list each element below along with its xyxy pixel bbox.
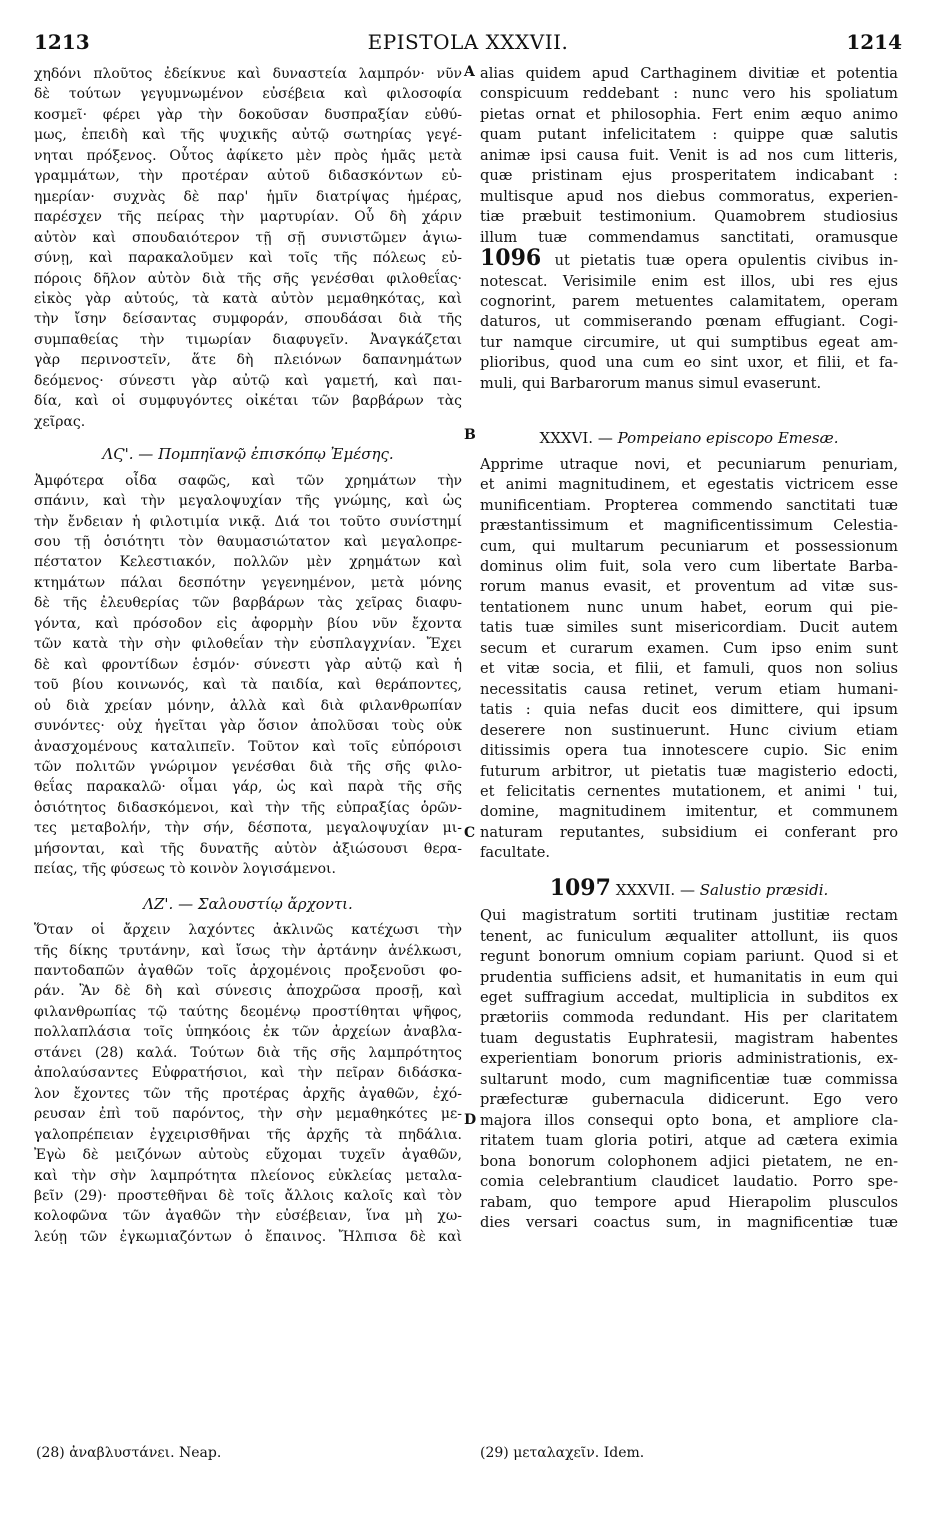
text-line: præfecturæ gubernacula didicerunt. Ego vero [480, 1091, 898, 1109]
latin-block-2 [480, 455, 898, 864]
footnote-29: (29) μεταλαχεῖν. Idem. [480, 1445, 645, 1461]
text-line: λον ἔχοντες τῶν τῆς προτέρας ἀρχῆς ἀγαθῶν, ἐχό- [34, 1085, 462, 1102]
text-line: prudentia sufficiens adsit, et humanitatis in eum qui [480, 968, 898, 986]
text-line: χηδόνι πλοῦτος ἐδείκνυε καὶ δυναστεία λαμπρόν· νῦν [34, 66, 462, 82]
text-line: Apprime utraque novi, et pecuniarum penuriam, [480, 455, 898, 473]
text-line: sultarunt modo, cum magnificentiæ tuæ commissa [480, 1070, 898, 1088]
text-line: domine, magnitudinem imitentur, et communem [480, 803, 898, 821]
text-line: Ὅταν οἱ ἄρχειν λαχόντες ἀκλινῶς κατέχωσι τὴν [34, 922, 462, 939]
text-line: secum et curarum examen. Cum ipso enim sunt [480, 639, 898, 657]
text-line: futurum arbitror, ut pietatis tuæ magisterio edocti, [480, 762, 898, 780]
text-line: cognorint, parem metuentes calamitatem, operam [480, 292, 898, 310]
text-line: στάνει (28) καλά. Τούτων διὰ τῆς σῆς λαμπρότητος [34, 1044, 462, 1061]
text-line: notescat. Verisimile enim est illos, ubi res ejus [480, 272, 898, 290]
text-line: muli, qui Barbarorum manus simul evaserunt. [480, 374, 822, 392]
text-line: τῶν πολιτῶν γνώριμον γενέσθαι διὰ τῆς σῆς φιλο- [34, 758, 462, 775]
text-line: Ἀμφότερα οἶδα σαφῶς, καὶ τῶν χρημάτων τὴν [34, 472, 462, 489]
text-line: et vitæ socia, et filii, et famuli, quos non solius [480, 660, 898, 678]
column-number-1097: 1097 [549, 874, 611, 901]
text-line: cum, qui multarum pecuniarum et possessionum [480, 537, 898, 555]
text-line: daturos, ut commiserando pœnam effugiant. Cogi- [480, 313, 898, 331]
text-line: tatis : quia nefas ducit eos dimittere, qui ipsum [480, 701, 898, 719]
text-line: κτημάτων πάλαι δεσπότην γεγενημένον, μετὰ μόνης [34, 574, 462, 591]
running-title: EPISTOLA XXXVII. [367, 30, 569, 54]
text-line: dies versari coactus sum, in magnificentiæ tuæ [480, 1214, 898, 1232]
page-number-right: 1214 [846, 30, 902, 54]
text-line: φιλανθρωπίας τῷ ταύτης δεομένῳ προστίθηται ψῆφος, [34, 1003, 462, 1020]
text-line: τες μεταβολήν, τὴν σήν, δέσποτα, μεγαλοψυχίαν μι- [34, 820, 462, 837]
text-line: τὴν ἴσην δείσαντας συμφοράν, σπουδάσαι διὰ τῆς [34, 311, 462, 328]
text-line: χεῖρας. [34, 413, 86, 430]
text-line: μήσονται, καὶ τῆς δυνατῆς αὐτὸν ἀξιώσουσι θερα- [34, 840, 462, 857]
text-line: tatis tuæ similes sunt misericordiam. Ducit autem [480, 619, 898, 637]
greek-block-3 [34, 920, 462, 1247]
margin-letter-c: C [464, 825, 476, 841]
latin-column [480, 64, 898, 1233]
text-line: οὐ διὰ χρείαν μόνην, ἀλλὰ καὶ διὰ φιλανθρωπίαν [34, 697, 462, 714]
text-line: pietas ornat et philosophia. Fert enim æquo animo [480, 105, 898, 123]
text-line: naturam reputantes, subsidium ei conferant pro [480, 823, 898, 841]
text-line: experientiam bonorum prioris administrationis, ex- [480, 1050, 898, 1068]
text-line: αὐτὸν καὶ σπουδαιότερον τῇ σῇ συνιστῶμεν ἁγιω- [34, 229, 462, 246]
text-line: νηται πρόξενος. Οὗτος ἀφίκετο μὲν πρὸς ἡμᾶς μετὰ [34, 147, 462, 164]
greek-block-2 [34, 471, 462, 880]
text-line: tenent, ac funiculum æqualiter attollunt, iis quos [480, 927, 898, 945]
text-line: τὴν ἔνδειαν ἡ φιλοτιμία νικᾷ. Διά τοι τοῦτο συνίστημί [34, 513, 462, 530]
text-line: βεῖν (29)· προστεθῆναι δὲ τοῖς ἄλλοις καλοῖς καὶ τὸν [34, 1188, 462, 1205]
text-line: παντοδαπῶν ἀγαθῶν τοῖς ἀρχομένοις προξενοῦσι φο- [34, 963, 462, 980]
greek-block-1 [34, 64, 462, 432]
text-line: facultate. [480, 844, 551, 862]
text-line: σύνῃ, καὶ παρακαλοῦμεν καὶ τοῖς τῆς πόλεως εὐ- [34, 250, 462, 267]
text-line: alias quidem apud Carthaginem divitiæ et potentia [480, 65, 898, 82]
text-line: συνόντες· οὐχ ἡγεῖται γὰρ ὅσιον ἀπολῦσαι τοὺς οὐκ [34, 718, 462, 735]
text-line: tentationem nunc unum habet, eorum qui pie- [480, 598, 898, 616]
text-line: 1096 ut pietatis tuæ opera opulentis civibus in- [480, 248, 898, 271]
latin-heading-37: 1097 XXXVII. — Salustio præsidi. [549, 874, 829, 901]
text-line: Qui magistratum sortiti trutinam justitiæ rectam [480, 907, 898, 925]
text-line: tuam degustatis Euphratesii, magistram habentes [480, 1029, 898, 1047]
text-line: δεόμενος· σύνεστι γὰρ αὐτῷ καὶ γαμετή, καὶ παι- [34, 372, 462, 389]
text-line: καὶ τὴν σὴν λαμπρότητα πλείονος εὐκλείας μεταλα- [34, 1167, 462, 1184]
text-line: συμπαθείας τὴν τιμωρίαν διαφυγεῖν. Ἀναγκάζεται [34, 331, 462, 348]
text-line: regunt bonorum omnium copiam pariunt. Quod si et [480, 948, 898, 966]
text-line: μως, ἐπειδὴ καὶ τῆς ψυχικῆς αὐτῷ σωτηρίας γεγέ- [34, 127, 462, 144]
text-line: σου τῇ ὁσιότητι τὸν θαυμασιώτατον καὶ μεγαλοπρε- [34, 533, 462, 550]
text-line: δὲ τούτων γεγυμνωμένον εὐσέβεια καὶ φιλοσοφία [34, 86, 462, 103]
text-line: deserere non sustinuerunt. Hunc civium etiam [480, 721, 898, 739]
text-line: ρευσαν ἐπὶ τοῦ παρόντος, τὴν σὴν μεμαθηκότες με- [34, 1106, 462, 1123]
text-line: δὲ καὶ φροντίδων ἑσμόν· σύνεστι γὰρ αὐτῷ καὶ ἡ [34, 656, 462, 673]
page-number-left: 1213 [34, 30, 90, 54]
greek-column [34, 64, 462, 1247]
text-line: παρέσχεν τῆς πείρας τὴν μαρτυρίαν. Οὗ δὴ χάριν [34, 209, 462, 226]
text-line: et felicitatis cernentes mutationem, et animi ' tui, [480, 782, 898, 800]
text-line: σπάνιν, καὶ τὴν μεγαλοψυχίαν τῆς γνώμης, καὶ ὡς [34, 493, 462, 510]
text-line: prætoriis commoda redundant. His per claritatem [480, 1009, 898, 1027]
text-line: ημερίαν· συχνὰς δὲ παρ' ἡμῖν διατρίψας ἡμέρας, [34, 188, 462, 205]
margin-letter-b: B [464, 427, 476, 443]
text-line: ράν. Ἂν δὲ δὴ καὶ σύνεσις ἀποχρῶσα προσῇ, καὶ [34, 983, 462, 1000]
text-line: ἀνασχομένους καταλιπεῖν. Τοῦτον καὶ τοῖς εὐπόροισι [34, 738, 462, 755]
text-line: munificentiam. Propterea commendo sanctitati tuæ [480, 496, 898, 514]
text-line: ditissimis opera tua innotescere cupio. Sic enim [480, 742, 898, 760]
text-line: tur namque circumire, ut qui sumptibus egeat am- [480, 333, 898, 351]
greek-heading-36: ΛϚ'. — Πομπηϊανῷ ἐπισκόπῳ Ἐμέσης. [102, 445, 394, 464]
column-number-1096: 1096 [480, 248, 555, 272]
text-line: quæ pristinam ejus prosperitatem indicabant : [480, 167, 898, 185]
text-line: tiæ præbuit testimonium. Quamobrem studiosius [480, 208, 898, 226]
text-line: bona bonorum colophonem adjici pietatem, ne en- [480, 1152, 898, 1170]
text-line: γόντα, καὶ πρόσοδον εἰς ἀφορμὴν βίου νῦν ἔχοντα [34, 615, 462, 632]
text-line: plioribus, quod una cum eo sint uxor, et filii, et fa- [480, 354, 898, 372]
greek-heading-37: ΛΖ'. — Σαλουστίῳ ἄρχοντι. [143, 894, 353, 913]
latin-block-3 [480, 906, 898, 1233]
text-line: conspicuum reddebant : nunc vero his spoliatum [480, 85, 898, 103]
text-line: γὰρ περινοστεῖν, ἅτε δὴ πλειόνων δαπανημάτων [34, 352, 462, 369]
text-line: ὁσιότητος διδασκόμενοι, καὶ τὴν τῆς εὐπραξίας ὁρῶν- [34, 799, 462, 816]
text-line: λεύῃ τῶν ἐγκωμιαζόντων ὁ ἔπαινος. Ἤλπισα δὲ καὶ [34, 1228, 462, 1245]
text-line: et animi magnitudinem, et egestatis victricem esse [480, 476, 898, 494]
footnote-28: (28) ἀναβλυστάνει. Neap. [36, 1445, 222, 1461]
text-line: majora illos consequi opto bona, et ampliore cla- [480, 1111, 898, 1129]
text-line: illum tuæ commendamus sanctitati, oramusque [480, 228, 898, 246]
text-line: πέστατον Κελεστιακόν, πολλῶν μὲν χρημάτων καὶ [34, 554, 462, 571]
text-line: γραμμάτων, τὴν προτέραν αὐτοῦ διδασκόντων εὐ- [34, 168, 462, 185]
text-line: κολοφῶνα τῶν ἀγαθῶν τὴν εὐσέβειαν, ἵνα μὴ χω- [34, 1208, 462, 1225]
text-line: δία, καὶ οἱ συμφυγόντες οἰκέται τῶν βαρβάρων τὰς [34, 393, 462, 410]
text-line: animæ ipsi causa fuit. Venit is ad nos cum litteris, [480, 146, 898, 164]
text-line: eget suffragium accedat, multiplicia in subditos ex [480, 989, 898, 1007]
text-line: ritatem tuam gloria potiri, atque ad cætera eximia [480, 1132, 898, 1150]
text-line: præstantissimum et magnificentissimum Celestia- [480, 517, 898, 535]
text-line: γαλοπρέπειαν ἐγχειρισθῆναι τῆς ἀρχῆς τὰ πηδάλια. [34, 1126, 462, 1143]
text-line: δὲ τῆς ἐλευθερίας τῶν βαρβάρων τὰς χεῖρας διαφυ- [34, 595, 462, 612]
text-line: rabam, quo tempore apud Hierapolim plusculos [480, 1193, 898, 1211]
text-line: necessitatis causa retinet, verum etiam humani- [480, 680, 898, 698]
text-line: ἀπολαύσαντες Εὐφρατήσιοι, καὶ τὴν πεῖραν διδάσκα- [34, 1065, 462, 1082]
text-line: dominus olim fuit, sola vero cum libertate Barba- [480, 557, 898, 575]
text-line: multisque apud nos diebus commoratus, experien- [480, 187, 898, 205]
text-line: πόροις δῆλον αὐτὸν διὰ τῆς σῆς γενέσθαι φιλοθεΐας· [34, 270, 462, 287]
text-line: Ἐγὼ δὲ μειζόνων αὐτοὺς εὔχομαι τυχεῖν ἀγαθῶν, [34, 1147, 462, 1164]
text-line: πολλαπλάσια τοῖς ὑπηκόοις ἐκ τῶν ἀρχείων ἀναβλα- [34, 1024, 462, 1041]
text-line: κοσμεῖ· φέρει γὰρ τὴν δοκοῦσαν δυσπραξίαν εὐθύ- [34, 106, 462, 123]
text-line: τοῦ βίου κοινωνός, καὶ τὰ παιδία, καὶ θεράποντες, [34, 677, 462, 694]
margin-letter-d: D [464, 1112, 477, 1128]
latin-block-1 [480, 64, 898, 394]
running-header [34, 30, 902, 58]
text-line: τῶν κατὰ τὴν σὴν φιλοθεΐαν τὴν εὐσπλαγχνίαν. Ἔχει [34, 636, 462, 653]
text-line: comia celebrantium claudicet laudatio. Porro spe- [480, 1173, 898, 1191]
margin-letter-a: A [464, 64, 475, 80]
text-line: τῆς δίκης τρυτάνην, καὶ ἴσως τὴν ἀρτάνην ἀνέλκωσι, [34, 942, 462, 959]
text-line: quam putant infelicitatem : quippe quæ salutis [480, 126, 898, 144]
latin-heading-36: XXXVI. — Pompeiano episcopo Emesæ. [539, 429, 839, 448]
text-line: θεΐας παρακαλῶ· οἶμαι γάρ, ὡς καὶ παρὰ τῆς σῆς [34, 779, 462, 796]
text-line: πείας, τῆς φύσεως τὸ κοινὸν λογισάμενοι. [34, 861, 336, 878]
text-line: εἰκὸς γὰρ αὐτούς, τὰ κατὰ αὐτὸν μεμαθηκότας, καὶ [34, 290, 462, 307]
text-line: rorum manus evasit, et proventum ad vitæ sus- [480, 578, 898, 596]
